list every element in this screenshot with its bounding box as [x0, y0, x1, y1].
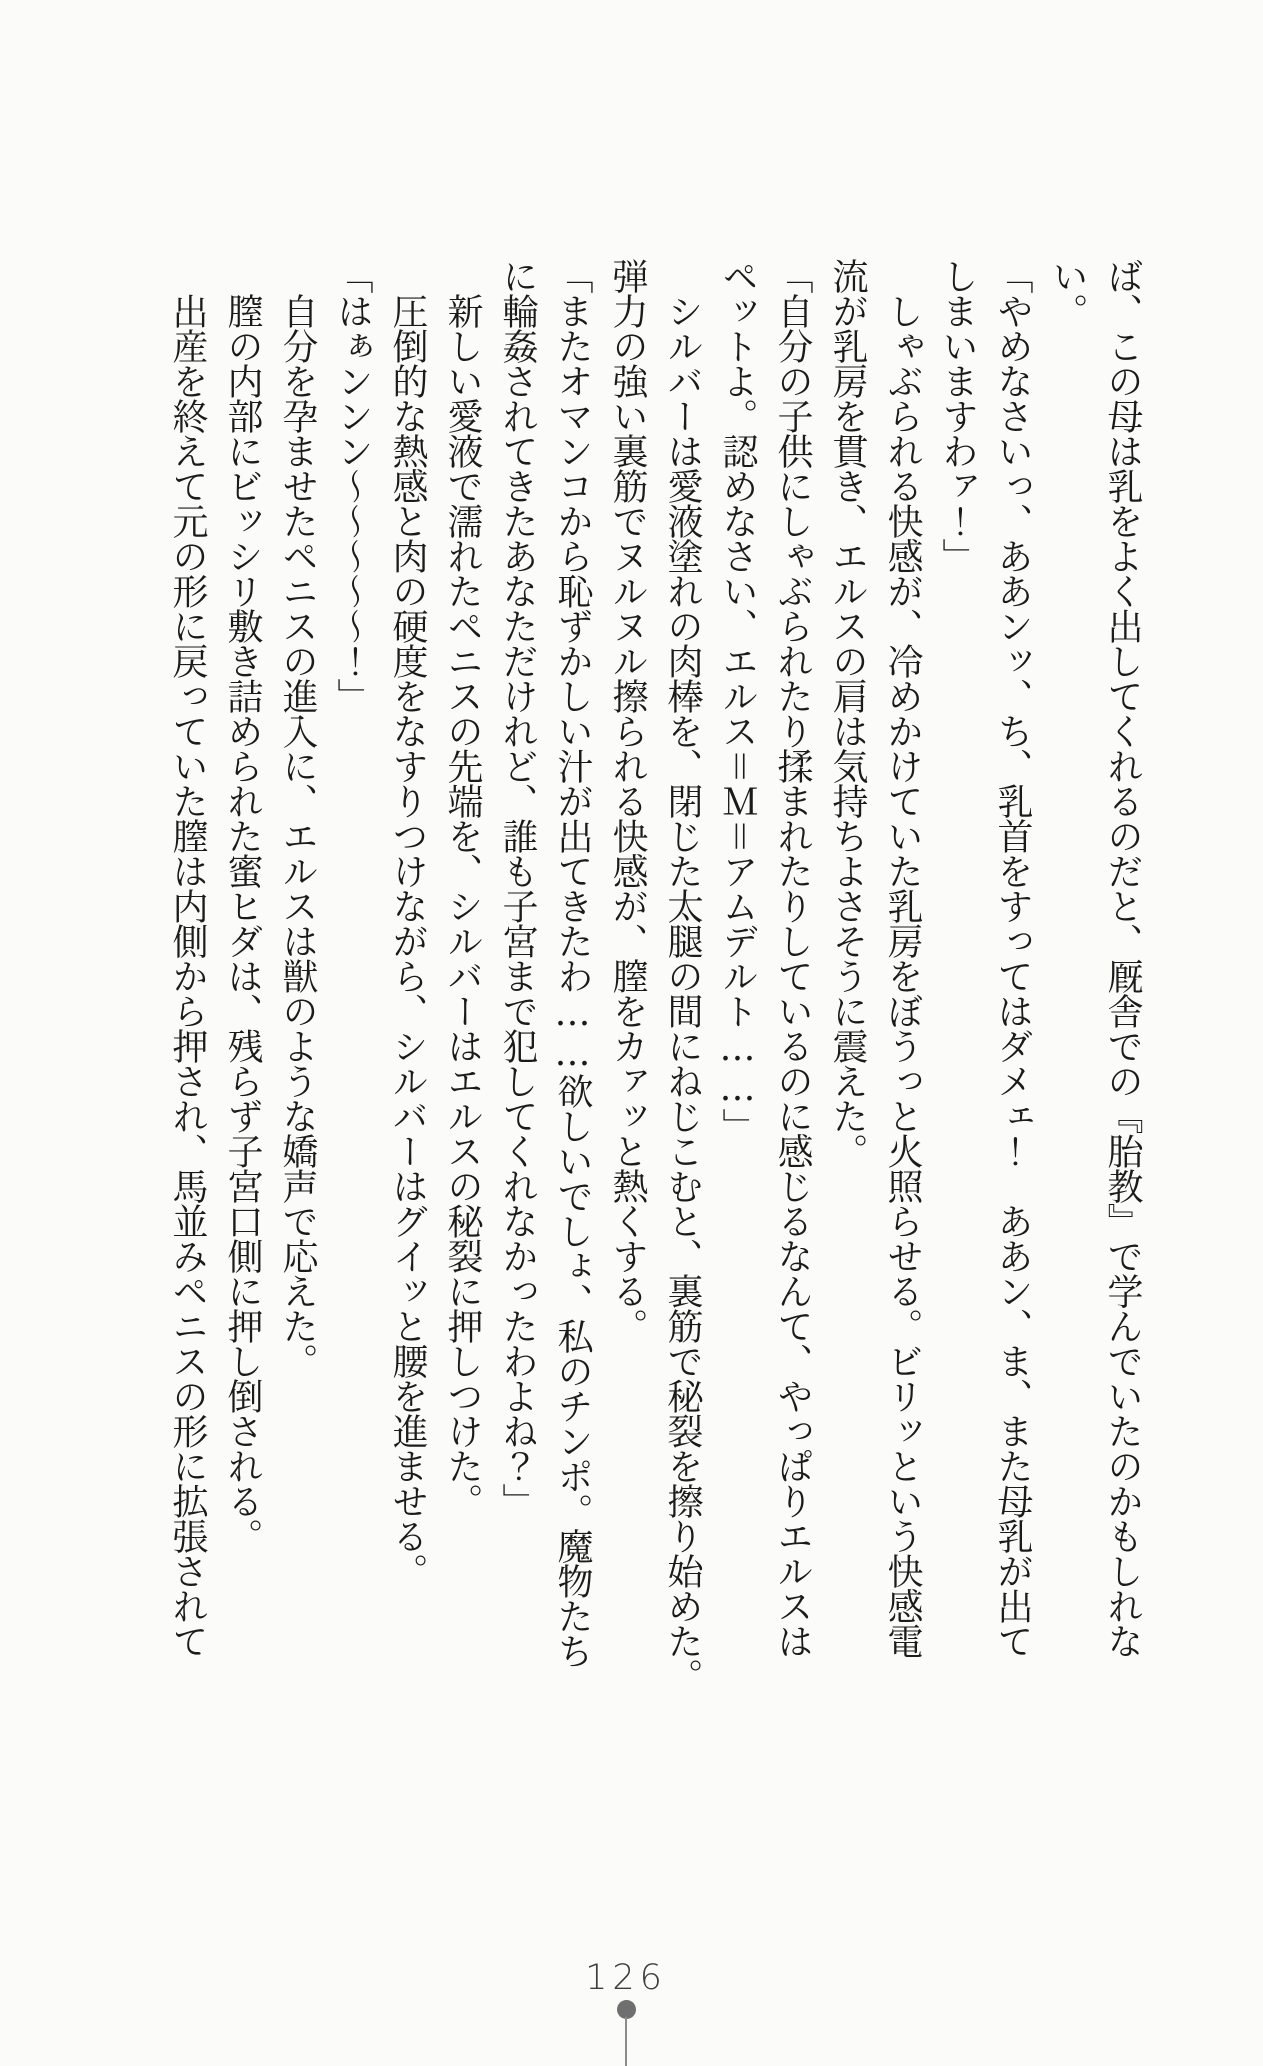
body-text [160, 258, 1150, 1758]
text-column-17: 膣の内部にビッシリ敷き詰められた蜜ヒダは、残らず子宮口側に押し倒される。 [222, 258, 263, 1553]
page-number: 126 [585, 1958, 667, 1998]
text-column-12: に輪姦されてきたあなただけれど、誰も子宮まで犯してくれなかったわよね？」 [497, 258, 538, 1518]
text-column-3: 「やめなさいっ、ああンッ、ち、乳首をすってはダメェ！ ああン、ま、また母乳が出て [992, 258, 1033, 1658]
text-column-16: 自分を孕ませたペニスの進入に、エルスは獣のような嬌声で応えた。 [277, 258, 318, 1378]
text-column-10: 弾力の強い裏筋でヌルヌル擦られる快感が、膣をカァッと熱くする。 [607, 258, 648, 1343]
text-column-13: 新しい愛液で濡れたペニスの先端を、シルバーはエルスの秘裂に押しつけた。 [442, 258, 483, 1518]
text-column-14: 圧倒的な熱感と肉の硬度をなすりつけながら、シルバーはグイッと腰を進ませる。 [387, 258, 428, 1588]
text-column-5: しゃぶられる快感が、冷めかけていた乳房をぼうっと火照らせる。ビリッという快感電 [882, 258, 923, 1658]
text-column-2: い。 [1047, 258, 1088, 328]
text-column-1: ば、この母は乳をよく出してくれるのだと、厩舎での『胎教』で学んでいたのかもしれな [1102, 258, 1143, 1658]
text-column-8: ペットよ。認めなさい、エルス＝Ｍ＝アムデルト……」 [717, 258, 758, 1143]
text-column-15: 「はぁンンン〜〜〜〜〜！」 [332, 258, 373, 713]
text-column-18: 出産を終えて元の形に戻っていた膣は内側から押され、馬並みペニスの形に拡張されて [167, 258, 208, 1658]
text-column-6: 流が乳房を貫き、エルスの肩は気持ちよさそうに震えた。 [827, 258, 868, 1168]
text-column-7: 「自分の子供にしゃぶられたり揉まれたりしているのに感じるなんて、やっぱりエルスは [772, 258, 813, 1658]
text-column-9: シルバーは愛液塗れの肉棒を、閉じた太腿の間にねじこむと、裏筋で秘裂を擦り始めた。 [662, 258, 703, 1693]
text-column-11: 「またオマンコから恥ずかしい汁が出てきたわ……欲しいでしょ、私のチンポ。魔物たち [552, 258, 593, 1668]
text-column-4: しまいますわァ！」 [937, 258, 978, 573]
footer-line-ornament [625, 2017, 627, 2066]
